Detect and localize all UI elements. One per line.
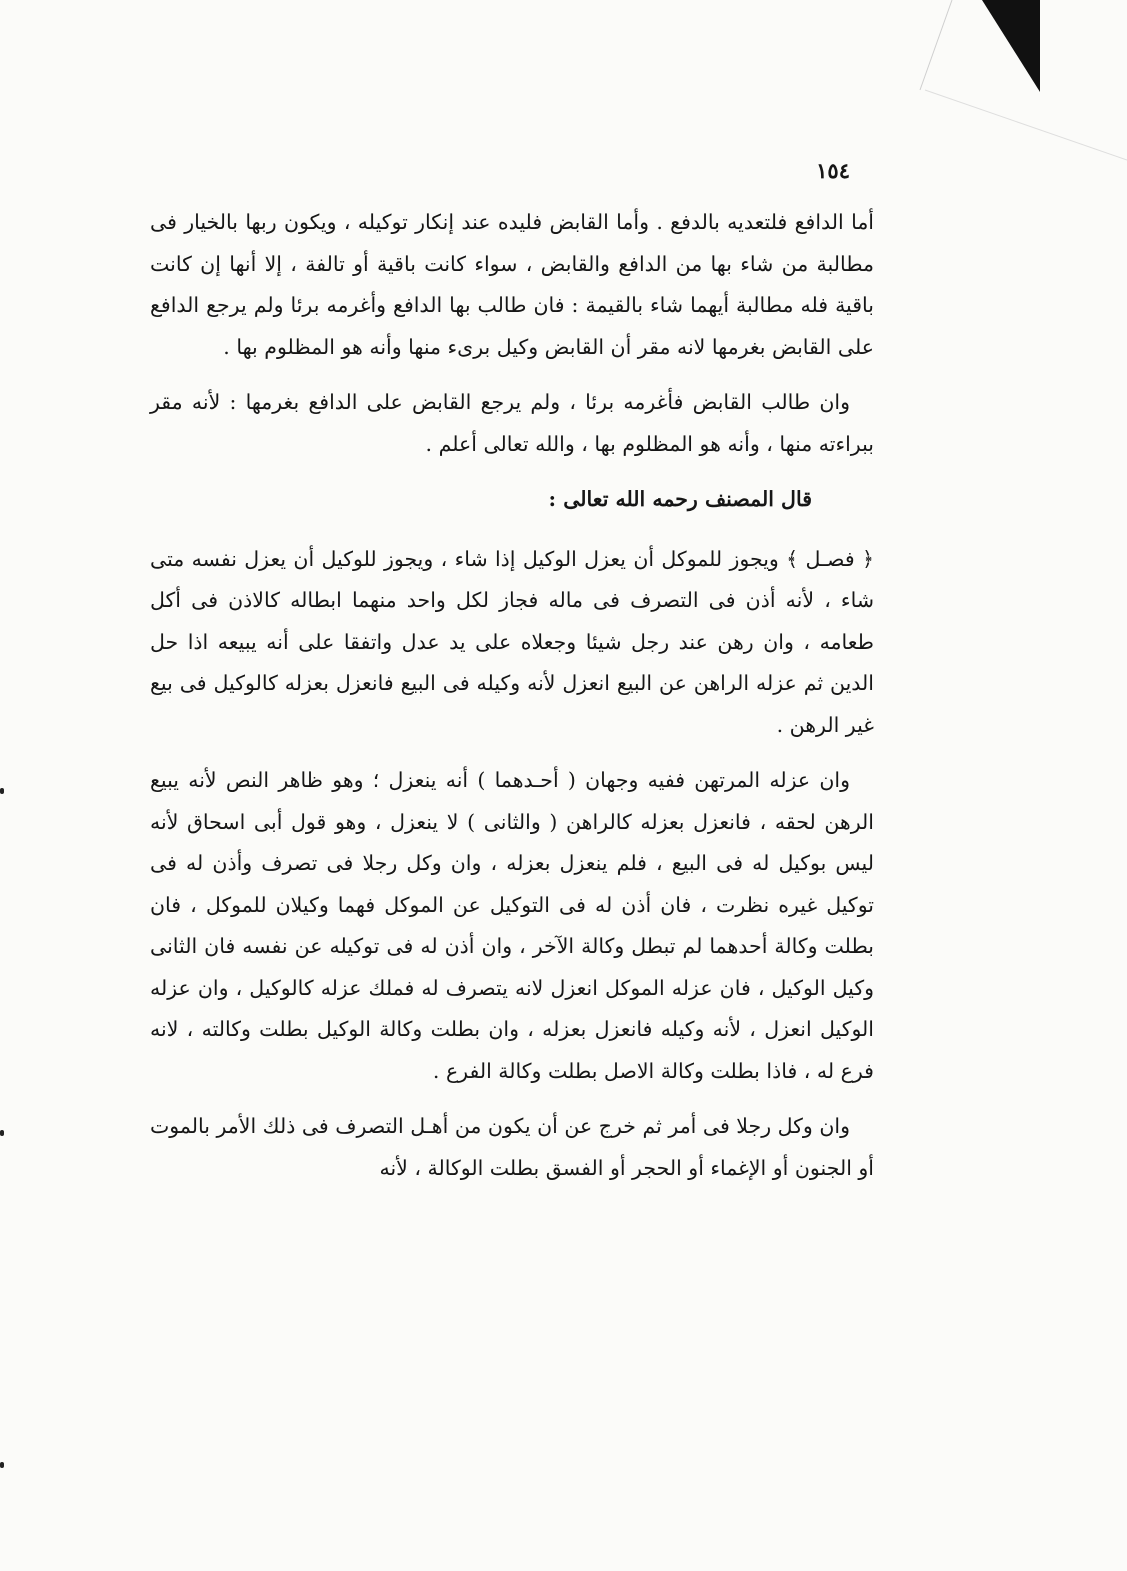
paragraph: وان عزله المرتهن ففيه وجهان ( أحـدهما ) أنه ينعزل ؛ وهو ظاهر النص لأنه يبيع الرهن لحقه ، فانعزل بعزله كالراهن ( والثانى ) لا ينعزل ، وهو قول أبى اسحاق لأنه ليس بوكيل له فى البيع ، فلم ينعزل بعزله ، وان وكل رجلا فى تصرف وأذن له فى توكيل غيره نظرت ، فان أذن له فى التوكيل عن الموكل فهما وكيلان للموكل ، فان بطلت وكالة أحدهما لم تبطل وكالة الآخر ، وان أذن له فى توكيله عن نفسه فان الثانى وكيل الوكيل ، فان عزله الموكل انعزل لانه يتصرف له فملك عزله كالوكيل ، وان عزله الوكيل انعزل ، لأنه وكيله فانعزل بعزله ، وان بطلت وكالة الوكيل بطلت وكالته ، لانه فرع له ، فاذا بطلت وكالة الاصل بطلت وكالة الفرع . xyxy=(150,768,874,1083)
page-body xyxy=(150,202,874,1203)
scan-edge-dot xyxy=(0,788,4,794)
paragraph: ﴿ فصـل ﴾ ويجوز للموكل أن يعزل الوكيل إذا شاء ، ويجوز للوكيل أن يعزل نفسه متى شاء ، لأنه أذن فى التصرف فى ماله فجاز لكل واحد منهما ابطاله كالاذن فى أكل طعامه ، وان رهن عند رجل شيئا وجعلاه على يد عدل واتفقا على أنه يبيعه اذا حل الدين ثم عزله الراهن عن البيع انعزل لأنه وكيله فى البيع فانعزل بعزله كالوكيل فى بيع غير الرهن . xyxy=(150,546,874,737)
section-heading: قال المصنف رحمه الله تعالى : xyxy=(548,487,812,511)
scan-edge-dot xyxy=(0,1130,4,1136)
scan-corner-mark xyxy=(0,0,1127,200)
page-number: ١٥٤ xyxy=(816,158,850,183)
scan-edge-dot xyxy=(0,1462,4,1468)
paragraph: وان وكل رجلا فى أمر ثم خرج عن أن يكون من أهـل التصرف فى ذلك الأمر بالموت أو الجنون أو الإغماء أو الحجر أو الفسق بطلت الوكالة ، لأنه xyxy=(150,1114,874,1180)
paragraph: أما الدافع فلتعديه بالدفع . وأما القابض فليده عند إنكار توكيله ، ويكون ربها بالخيار فى مطالبة من شاء بها من الدافع والقابض ، سواء كانت باقية أو تالفة ، إلا أنها إن كانت باقية فله مطالبة أيهما شاء بالقيمة : فان طالب بها الدافع وأغرمه برئا ولم يرجع الدافع على القابض بغرمها لانه مقر أن القابض وكيل برىء منها وأنه هو المظلوم بها . xyxy=(150,210,874,359)
paragraph: وان طالب القابض فأغرمه برئا ، ولم يرجع القابض على الدافع بغرمها : لأنه مقر ببراءته منها ، وأنه هو المظلوم بها ، والله تعالى أعلم . xyxy=(150,390,874,456)
